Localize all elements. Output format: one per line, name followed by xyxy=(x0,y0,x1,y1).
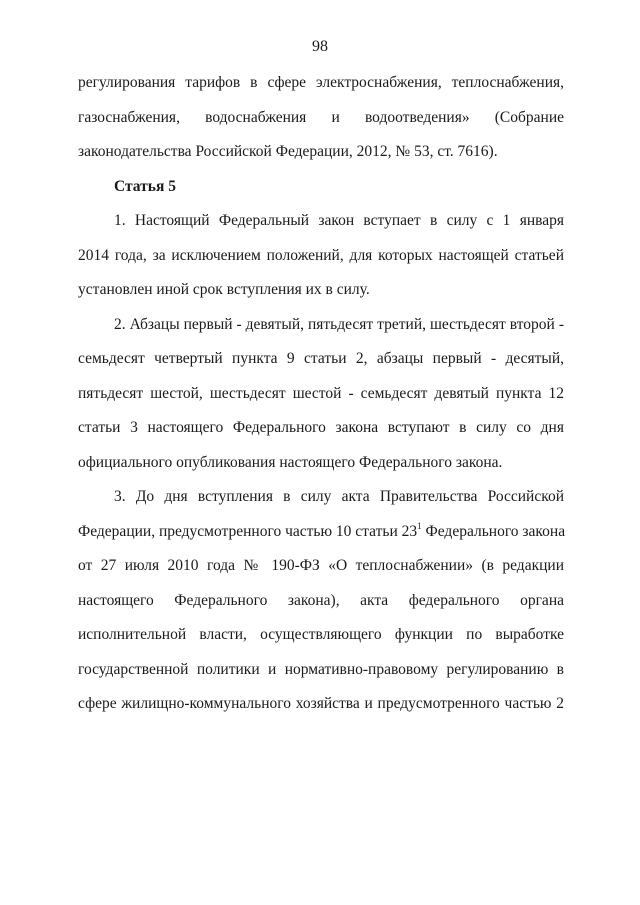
text-line: регулирования тарифов в сфере электроснабжения, теплоснабжения, xyxy=(78,74,564,91)
text-line: от 27 июля 2010 года № 190-ФЗ «О теплоснабжении» (в редакции xyxy=(78,557,564,574)
text-segment: Федерации, предусмотренного частью 10 статьи 23 xyxy=(78,522,418,540)
text-line: газоснабжения, водоснабжения и водоотведения» (Собрание xyxy=(78,108,564,126)
paragraph-3 xyxy=(78,480,564,722)
text-line: государственной политики и нормативно-правовому регулированию в xyxy=(78,660,564,678)
text-line: официального опубликования настоящего Федерального закона. xyxy=(78,453,503,471)
text-line: исполнительной власти, осуществляющего функции по выработке xyxy=(78,626,564,643)
text-line: семьдесят четвертый пункта 9 статьи 2, абзацы первый - десятый, xyxy=(78,350,564,367)
text-line: сфере жилищно-коммунального хозяйства и предусмотренного частью 2 xyxy=(78,695,564,712)
text-line: 3. До дня вступления в силу акта Правительства Российской xyxy=(114,488,564,505)
text-line: 1. Настоящий Федеральный закон вступает в силу с 1 января xyxy=(114,212,564,229)
text-line: установлен иной срок вступления их в силу. xyxy=(78,281,370,298)
text-line: 2014 года, за исключением положений, для которых настоящей статьей xyxy=(78,246,564,264)
article-heading: Статья 5 xyxy=(114,177,176,195)
text-line: пятьдесят шестой, шестьдесят шестой - семьдесят девятый пункта 12 xyxy=(78,384,564,402)
paragraph-continuation xyxy=(78,66,564,170)
text-line: 2. Абзацы первый - девятый, пятьдесят третий, шестьдесят второй - xyxy=(114,315,564,333)
page-number: 98 xyxy=(312,38,328,55)
document-body xyxy=(78,66,564,722)
text-line-with-superscript xyxy=(78,515,564,550)
text-line: статьи 3 настоящего Федерального закона вступают в силу со дня xyxy=(78,419,564,436)
text-line: законодательства Российской Федерации, 2012, № 53, ст. 7616). xyxy=(78,143,498,160)
paragraph-1 xyxy=(78,204,564,308)
superscript: 1 xyxy=(417,520,422,531)
text-line: настоящего Федерального закона), акта федерального органа xyxy=(78,591,564,609)
text-segment: Федерального закона xyxy=(421,522,566,540)
paragraph-2 xyxy=(78,308,564,481)
